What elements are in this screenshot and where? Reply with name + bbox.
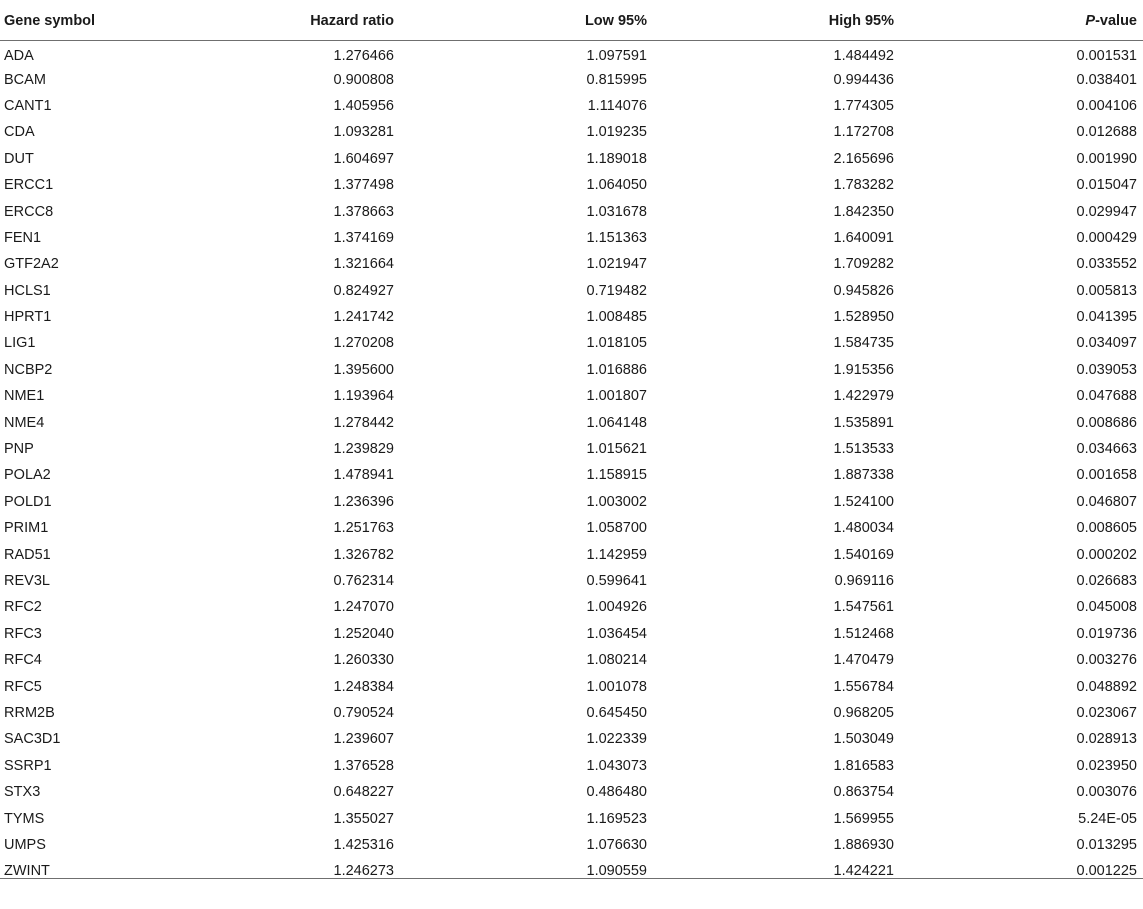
- cell-low-95: 1.064148: [586, 414, 647, 431]
- cell-high-95: 1.512468: [833, 625, 894, 642]
- cell-high-95: 0.994436: [833, 71, 894, 88]
- table-row: [0, 515, 1143, 541]
- cell-hazard-ratio: 1.246273: [333, 863, 394, 880]
- cell-gene-symbol: REV3L: [4, 573, 50, 589]
- cell-gene-symbol: LIG1: [4, 335, 36, 352]
- cell-high-95: 1.524100: [833, 493, 894, 510]
- cell-p-value: 0.003076: [1076, 784, 1137, 801]
- cell-gene-symbol: HCLS1: [4, 282, 51, 299]
- cell-hazard-ratio: 0.648227: [333, 784, 394, 801]
- cell-high-95: 1.709282: [833, 256, 894, 273]
- cell-low-95: 1.021947: [586, 256, 647, 273]
- header-hazard-ratio: Hazard ratio: [140, 2, 408, 40]
- cell-low-95: 1.064050: [586, 177, 647, 194]
- table-row: [0, 357, 1143, 383]
- table-row: [0, 489, 1143, 515]
- cell-high-95: 1.470479: [833, 652, 894, 669]
- cell-high-95: 1.887338: [833, 467, 894, 484]
- cell-gene-symbol: FEN1: [4, 229, 42, 246]
- cell-gene-symbol: NCBP2: [4, 361, 53, 378]
- cell-low-95: 0.486480: [586, 784, 647, 801]
- cell-high-95: 1.503049: [833, 731, 894, 748]
- cell-low-95: 0.719482: [586, 282, 647, 299]
- table-row: [0, 462, 1143, 488]
- table-row: [0, 93, 1143, 119]
- cell-high-95: 1.569955: [833, 810, 894, 827]
- cell-hazard-ratio: 1.405956: [333, 97, 394, 114]
- cell-p-value: 0.041395: [1076, 309, 1137, 326]
- cell-hazard-ratio: 1.278442: [333, 414, 394, 431]
- cell-gene-symbol: DUT: [4, 150, 34, 167]
- cell-p-value: 0.001225: [1076, 863, 1137, 880]
- cell-low-95: 1.080214: [586, 652, 647, 669]
- cell-p-value: 0.001658: [1076, 467, 1137, 484]
- table-body: [0, 40, 1143, 885]
- cell-gene-symbol: SSRP1: [4, 757, 52, 774]
- cell-p-value: 0.001990: [1076, 150, 1137, 167]
- cell-low-95: 1.090559: [586, 863, 647, 880]
- table-row: [0, 383, 1143, 409]
- cell-gene-symbol: ERCC8: [4, 203, 54, 220]
- cell-hazard-ratio: 1.425316: [333, 836, 394, 853]
- table-row: [0, 304, 1143, 330]
- table-row: [0, 832, 1143, 858]
- cell-low-95: 1.043073: [586, 757, 647, 774]
- cell-p-value: 0.028913: [1076, 731, 1137, 748]
- header-high-95: High 95%: [661, 2, 917, 40]
- cell-high-95: 1.556784: [833, 678, 894, 695]
- table-header: [0, 2, 1143, 40]
- cell-low-95: 1.003002: [586, 493, 647, 510]
- cell-hazard-ratio: 0.790524: [333, 704, 394, 721]
- cell-high-95: 1.842350: [833, 203, 894, 220]
- header-gene-symbol: Gene symbol: [0, 2, 140, 40]
- table-row: [0, 673, 1143, 699]
- table-row: [0, 568, 1143, 594]
- cell-hazard-ratio: 1.239607: [333, 731, 394, 748]
- cell-gene-symbol: BCAM: [4, 71, 46, 88]
- cell-high-95: 1.584735: [833, 335, 894, 352]
- cell-hazard-ratio: 1.395600: [333, 361, 394, 378]
- cell-low-95: 1.158915: [586, 467, 647, 484]
- cell-gene-symbol: STX3: [4, 784, 41, 801]
- cell-p-value: 0.012688: [1076, 124, 1137, 141]
- cell-p-value: 0.000202: [1076, 546, 1137, 563]
- cell-hazard-ratio: 1.270208: [333, 335, 394, 352]
- cell-low-95: 1.097591: [586, 48, 647, 65]
- table-row: [0, 225, 1143, 251]
- cell-gene-symbol: CDA: [4, 124, 35, 141]
- header-p-value: [917, 2, 1143, 40]
- cell-low-95: 1.018105: [586, 335, 647, 352]
- cell-gene-symbol: RFC4: [4, 652, 42, 669]
- cell-high-95: 0.863754: [833, 784, 894, 801]
- table-row: [0, 172, 1143, 198]
- cell-gene-symbol: UMPS: [4, 836, 46, 853]
- cell-gene-symbol: PNP: [4, 441, 34, 458]
- cell-hazard-ratio: 1.236396: [333, 493, 394, 510]
- cell-p-value: 0.023950: [1076, 757, 1137, 774]
- cell-high-95: 1.886930: [833, 836, 894, 853]
- cell-low-95: 0.815995: [586, 71, 647, 88]
- cell-hazard-ratio: 0.762314: [333, 573, 394, 589]
- cell-p-value: 0.047688: [1076, 388, 1137, 405]
- header-low-95: Low 95%: [408, 2, 661, 40]
- cell-low-95: 1.015621: [586, 441, 647, 458]
- cell-p-value: 0.003276: [1076, 652, 1137, 669]
- cell-gene-symbol: POLA2: [4, 467, 51, 484]
- cell-high-95: 1.816583: [833, 757, 894, 774]
- cell-low-95: 1.142959: [586, 546, 647, 563]
- cell-high-95: 1.783282: [833, 177, 894, 194]
- table-row: [0, 436, 1143, 462]
- cell-hazard-ratio: 1.193964: [333, 388, 394, 405]
- cell-hazard-ratio: 1.247070: [333, 599, 394, 616]
- cell-gene-symbol: RFC3: [4, 625, 42, 642]
- cell-hazard-ratio: 1.251763: [333, 520, 394, 537]
- cell-high-95: 1.480034: [833, 520, 894, 537]
- cell-hazard-ratio: 1.355027: [333, 810, 394, 827]
- cell-gene-symbol: ADA: [4, 48, 34, 65]
- cell-low-95: 1.016886: [586, 361, 647, 378]
- table-row: [0, 40, 1143, 66]
- cell-low-95: 1.019235: [586, 124, 647, 141]
- header-p-value-suffix: -value: [1095, 12, 1137, 29]
- table-row: [0, 594, 1143, 620]
- cell-gene-symbol: CANT1: [4, 97, 52, 114]
- cell-high-95: 2.165696: [833, 150, 894, 167]
- cell-high-95: 1.172708: [833, 124, 894, 141]
- cell-gene-symbol: NME4: [4, 414, 45, 431]
- cell-p-value: 0.001531: [1076, 48, 1137, 65]
- cell-hazard-ratio: 0.824927: [333, 282, 394, 299]
- table-row: [0, 700, 1143, 726]
- table-row: [0, 726, 1143, 752]
- cell-p-value: 0.033552: [1076, 256, 1137, 273]
- cell-low-95: 1.189018: [586, 150, 647, 167]
- header-row: [0, 2, 1143, 40]
- cell-p-value: 0.045008: [1076, 599, 1137, 616]
- cell-gene-symbol: RFC2: [4, 599, 42, 616]
- cell-hazard-ratio: 1.321664: [333, 256, 394, 273]
- cell-gene-symbol: RAD51: [4, 546, 51, 563]
- table-row: [0, 858, 1143, 884]
- cell-high-95: 1.535891: [833, 414, 894, 431]
- cell-low-95: 1.031678: [586, 203, 647, 220]
- cell-low-95: 1.114076: [587, 97, 647, 114]
- cell-hazard-ratio: 1.377498: [333, 177, 394, 194]
- cell-hazard-ratio: 1.478941: [333, 467, 394, 484]
- cell-low-95: 1.151363: [586, 229, 647, 246]
- cell-low-95: 1.001807: [586, 388, 647, 405]
- cell-hazard-ratio: 1.378663: [333, 203, 394, 220]
- cell-high-95: 1.915356: [833, 361, 894, 378]
- table-row: [0, 119, 1143, 145]
- hazard-ratio-table: [0, 2, 1143, 885]
- table-row: [0, 330, 1143, 356]
- cell-hazard-ratio: 1.252040: [333, 625, 394, 642]
- cell-p-value: 0.000429: [1076, 229, 1137, 246]
- cell-low-95: 1.058700: [586, 520, 647, 537]
- cell-low-95: 1.004926: [586, 599, 647, 616]
- cell-high-95: 0.969116: [834, 573, 894, 589]
- cell-hazard-ratio: 1.093281: [333, 124, 394, 141]
- table-row: [0, 66, 1143, 92]
- table-row: [0, 753, 1143, 779]
- table-row: [0, 647, 1143, 673]
- cell-gene-symbol: PRIM1: [4, 520, 49, 537]
- cell-hazard-ratio: 1.241742: [333, 309, 394, 326]
- cell-high-95: 1.513533: [833, 441, 894, 458]
- cell-p-value: 0.048892: [1076, 678, 1137, 695]
- cell-gene-symbol: GTF2A2: [4, 256, 59, 273]
- cell-gene-symbol: HPRT1: [4, 309, 52, 326]
- cell-high-95: 1.640091: [833, 229, 894, 246]
- cell-hazard-ratio: 1.604697: [333, 150, 394, 167]
- table-row: [0, 541, 1143, 567]
- table-row: [0, 621, 1143, 647]
- cell-p-value: 5.24E-05: [1078, 810, 1137, 827]
- cell-p-value: 0.004106: [1076, 97, 1137, 114]
- cell-high-95: 1.547561: [833, 599, 894, 616]
- cell-gene-symbol: SAC3D1: [4, 731, 61, 748]
- cell-low-95: 0.645450: [586, 704, 647, 721]
- cell-p-value: 0.029947: [1076, 203, 1137, 220]
- cell-hazard-ratio: 1.248384: [333, 678, 394, 695]
- cell-hazard-ratio: 1.376528: [333, 757, 394, 774]
- cell-high-95: 1.528950: [833, 309, 894, 326]
- table-row: [0, 278, 1143, 304]
- cell-p-value: 0.019736: [1076, 625, 1137, 642]
- table-row: [0, 198, 1143, 224]
- cell-p-value: 0.039053: [1076, 361, 1137, 378]
- cell-gene-symbol: NME1: [4, 388, 45, 405]
- table-bottom-rule: [0, 878, 1143, 879]
- cell-low-95: 0.599641: [586, 573, 647, 589]
- cell-gene-symbol: POLD1: [4, 493, 52, 510]
- table-row: [0, 805, 1143, 831]
- table-row: [0, 779, 1143, 805]
- cell-gene-symbol: RFC5: [4, 678, 42, 695]
- cell-low-95: 1.036454: [586, 625, 647, 642]
- cell-high-95: 1.422979: [833, 388, 894, 405]
- cell-high-95: 1.774305: [833, 97, 894, 114]
- cell-p-value: 0.023067: [1076, 704, 1137, 721]
- cell-p-value: 0.034097: [1076, 335, 1137, 352]
- cell-gene-symbol: TYMS: [4, 810, 45, 827]
- cell-p-value: 0.034663: [1076, 441, 1137, 458]
- cell-p-value: 0.005813: [1076, 282, 1137, 299]
- cell-hazard-ratio: 1.326782: [333, 546, 394, 563]
- cell-p-value: 0.026683: [1076, 573, 1137, 589]
- cell-high-95: 0.945826: [833, 282, 894, 299]
- cell-high-95: 1.484492: [833, 48, 894, 65]
- header-p-value-italic: P: [1085, 12, 1096, 29]
- cell-hazard-ratio: 1.239829: [333, 441, 394, 458]
- cell-p-value: 0.046807: [1076, 493, 1137, 510]
- cell-high-95: 0.968205: [833, 704, 894, 721]
- cell-hazard-ratio: 1.374169: [333, 229, 394, 246]
- cell-hazard-ratio: 1.276466: [333, 48, 394, 65]
- cell-low-95: 1.022339: [586, 731, 647, 748]
- cell-hazard-ratio: 0.900808: [333, 71, 394, 88]
- cell-high-95: 1.424221: [833, 863, 894, 880]
- cell-low-95: 1.008485: [586, 309, 647, 326]
- cell-low-95: 1.001078: [586, 678, 647, 695]
- cell-high-95: 1.540169: [833, 546, 894, 563]
- cell-gene-symbol: RRM2B: [4, 704, 55, 721]
- cell-p-value: 0.013295: [1076, 836, 1137, 853]
- table-row: [0, 146, 1143, 172]
- cell-p-value: 0.038401: [1076, 71, 1137, 88]
- cell-p-value: 0.015047: [1076, 177, 1137, 194]
- cell-hazard-ratio: 1.260330: [333, 652, 394, 669]
- cell-gene-symbol: ERCC1: [4, 177, 54, 194]
- cell-gene-symbol: ZWINT: [4, 863, 50, 880]
- cell-p-value: 0.008686: [1076, 414, 1137, 431]
- cell-low-95: 1.169523: [586, 810, 647, 827]
- table-row: [0, 251, 1143, 277]
- cell-low-95: 1.076630: [586, 836, 647, 853]
- cell-p-value: 0.008605: [1076, 520, 1137, 537]
- table-row: [0, 409, 1143, 435]
